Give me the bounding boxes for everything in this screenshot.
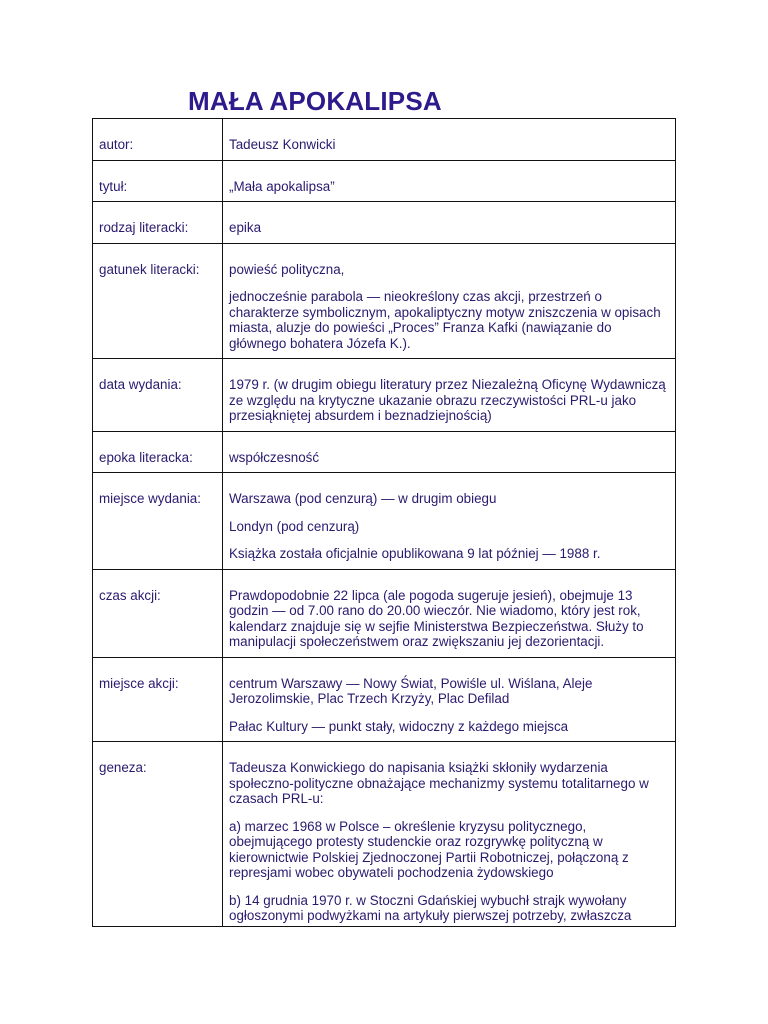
table-row (93, 657, 676, 742)
row-paragraph: a) marzec 1968 w Polsce – określenie kryzysu politycznego, obejmującego protesty studenckie oraz rozgrywkę polityczną w kierownictwie Polskiej Zjednoczonej Partii Robotniczej, połączoną z represjami wobec obywateli pochodzenia żydowskiego (229, 818, 629, 880)
table-row (93, 569, 676, 657)
row-paragraph: 1979 r. (w drugim obiegu literatury przez Niezależną Oficynę Wydawniczą ze względu na krytyczne ukazanie obrazu rzeczywistości PRL-u jako przesiąkniętej absurdem i beznadziejnością) (229, 377, 666, 423)
row-paragraph: Prawdopodobnie 22 lipca (ale pogoda sugeruje jesień), obejmuje 13 godzin — od 7.00 rano do 20.00 wieczór. Nie wiadomo, który jest rok, kalendarz znajduje się w sejfie Ministerstwa Bezpieczeństwa. Służy to manipulacji społeczeństwem oraz zwiększaniu jej dezorientacji. (229, 587, 644, 649)
table-row (93, 359, 676, 432)
row-value (223, 742, 676, 927)
row-value (223, 160, 676, 202)
row-paragraph: jednocześnie parabola — nieokreślony czas akcji, przestrzeń o charakterze symbolicznym, apokaliptyczny motyw zniszczenia w opisach miasta, aluzje do powieści „Proces” Franza Kafki (nawiązanie do głównego bohatera Józefa K.). (229, 289, 661, 351)
row-value (223, 569, 676, 657)
row-label: autor: (93, 119, 223, 161)
row-paragraph: Książka została oficjalnie opublikowana 9 lat później — 1988 r. (229, 546, 601, 561)
row-label: geneza: (93, 742, 223, 927)
row-paragraph: Londyn (pod cenzurą) (229, 518, 360, 534)
row-label: miejsce akcji: (93, 657, 223, 742)
row-value (223, 657, 676, 742)
table-row (93, 160, 676, 202)
row-paragraph: Warszawa (pod cenzurą) — w drugim obiegu (229, 491, 497, 506)
row-paragraph: Tadeusz Konwicki (229, 137, 336, 152)
row-paragraph: współczesność (229, 449, 320, 465)
row-label: tytuł: (93, 160, 223, 202)
document-title: MAŁA APOKALIPSA (188, 86, 442, 116)
row-paragraph: Tadeusza Konwickiego do napisania książki skłoniły wydarzenia społeczno-polityczne obnażające mechanizmy systemu totalitarnego w czasach PRL-u: (229, 760, 649, 806)
row-paragraph: epika (229, 220, 262, 235)
row-value (223, 473, 676, 570)
row-label: data wydania: (93, 359, 223, 432)
row-value (223, 431, 676, 473)
table-row (93, 202, 676, 244)
row-value (223, 202, 676, 244)
row-label: czas akcji: (93, 569, 223, 657)
row-paragraph: centrum Warszawy — Nowy Świat, Powiśle ul. Wiślana, Aleje Jerozolimskie, Plac Trzech Krzyży, Plac Defilad (229, 675, 593, 706)
row-label: rodzaj literacki: (93, 202, 223, 244)
table-row (93, 119, 676, 161)
row-label: gatunek literacki: (93, 243, 223, 359)
row-paragraph: powieść polityczna, (229, 261, 345, 277)
row-value (223, 243, 676, 359)
row-paragraph: Pałac Kultury — punkt stały, widoczny z każdego miejsca (229, 718, 569, 734)
row-value (223, 119, 676, 161)
table-row (93, 431, 676, 473)
row-value (223, 359, 676, 432)
info-table (92, 118, 676, 927)
row-paragraph: „Mała apokalipsa” (229, 178, 335, 194)
table-row (93, 742, 676, 927)
table-row (93, 473, 676, 570)
row-label: miejsce wydania: (93, 473, 223, 570)
row-label: epoka literacka: (93, 431, 223, 473)
table-row (93, 243, 676, 359)
row-paragraph: b) 14 grudnia 1970 r. w Stoczni Gdańskiej wybuchł strajk wywołany ogłoszonymi podwyżkami na artykuły pierwszej potrzeby, zwłaszcza (229, 892, 632, 923)
